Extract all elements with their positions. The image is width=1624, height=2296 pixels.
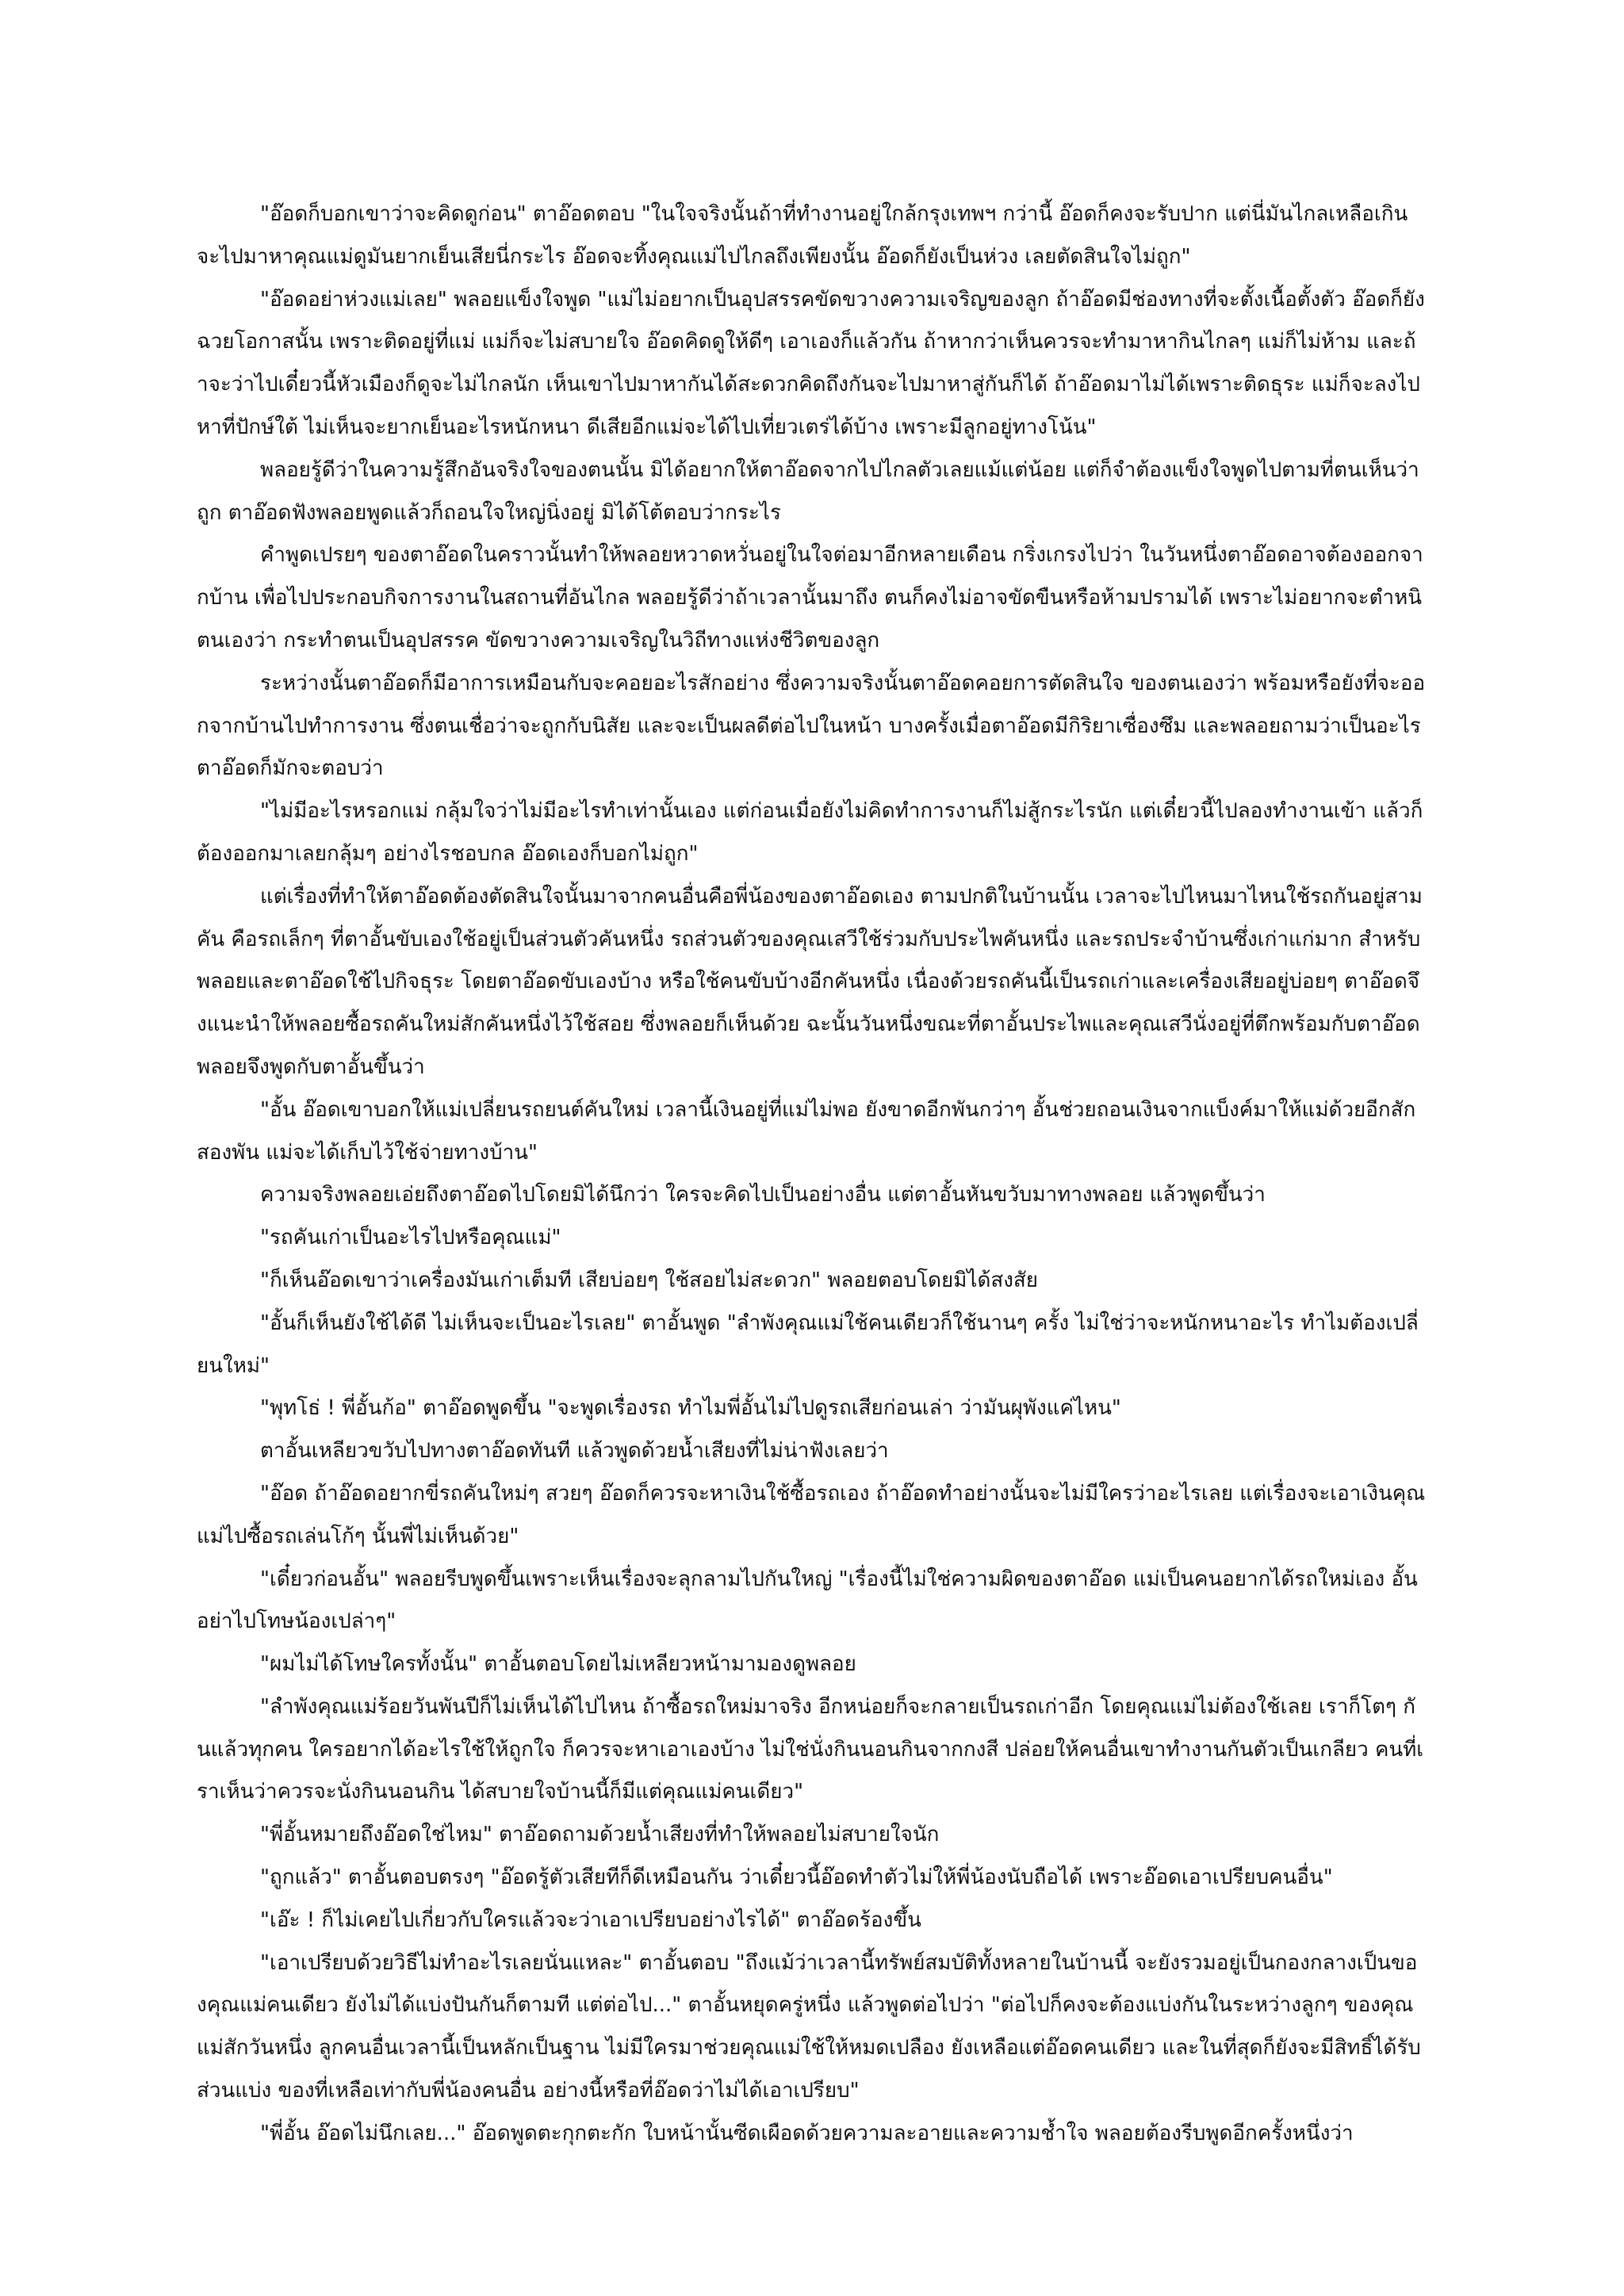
paragraph: "ลำพังคุณแม่ร้อยวันพันปีก็ไม่เห็นได้ไปไหน ถ้าซื้อรถใหม่มาจริง อีกหน่อยก็จะกลายเป็นรถเก่าอีก โดยคุณแม่ไม่ต้องใช้เลย เราก็โตๆ กันแล้วทุกคน ใครอยากได้อะไรใช้ให้ถูกใจ ก็ควรจะหาเอาเองบ้าง ไม่ใช่นั่งกินนอนกินจากกงสี ปล่อยให้คนอื่นเขาทำงานกันตัวเป็นเกลียว คนที่เราเห็นว่าควรจะนั่งกินนอนกิน ได้สบายใจบ้านนี้ก็มีแต่คุณแม่คนเดียว" (197, 1694, 1424, 1804)
paragraph: ระหว่างนั้นตาอ๊อดก็มีอาการเหมือนกับจะคอยอะไรสักอย่าง ซึ่งความจริงนั้นตาอ๊อดคอยการตัดสินใจ ของตนเองว่า พร้อมหรือยังที่จะออกจากบ้านไปทำการงาน ซึ่งตนเชื่อว่าจะถูกกับนิสัย และจะเป็นผลดีต่อไปในหน้า บางครั้งเมื่อตาอ๊อดมีกิริยาเซื่องซึม และพลอยถามว่าเป็นอะไร ตาอ๊อดก็มักจะตอบว่า (197, 671, 1426, 781)
paragraph: "เอาเปรียบด้วยวิธีไม่ทำอะไรเลยนั่นแหละ" ตาอั้นตอบ "ถึงแม้ว่าเวลานี้ทรัพย์สมบัติทั้งหลายในบ้านนี้ จะยังรวมอยู่เป็นกองกลางเป็นของคุณแม่คนเดียว ยังไม่ได้แบ่งปันกันก็ตามที แต่ต่อไป..." ตาอั้นหยุดครู่หนึ่ง แล้วพูดต่อไปว่า "ต่อไปก็คงจะต้องแบ่งกันในระหว่างลูกๆ ของคุณแม่สักวันหนึ่ง ลูกคนอื่นเวลานี้เป็นหลักเป็นฐาน ไม่มีใครมาช่วยคุณแม่ใช้ให้หมดเปลือง ยังเหลือแต่อ๊อดคนเดียว และในที่สุดก็ยังจะมีสิทธิ์ได้รับส่วนแบ่ง ของที่เหลือเท่ากับพี่น้องคนอื่น อย่างนี้หรือที่อ๊อดว่าไม่ได้เอาเปรียบ" (197, 1950, 1421, 2103)
paragraph: "อั้น อ๊อดเขาบอกให้แม่เปลี่ยนรถยนต์คันใหม่ เวลานี้เงินอยู่ที่แม่ไม่พอ ยังขาดอีกพันกว่าๆ อั้นช่วยถอนเงินจากแบ็งค์มาให้แม่ด้วยอีกสักสองพัน แม่จะได้เก็บไว้ใช้จ่ายทางบ้าน" (197, 1097, 1416, 1165)
paragraph: "อ๊อดอย่าห่วงแม่เลย" พลอยแข็งใจพูด "แม่ไม่อยากเป็นอุปสรรคขัดขวางความเจริญของลูก ถ้าอ๊อดมีช่องทางที่จะตั้งเนื้อตั้งตัว อ๊อดก็ยังฉวยโอกาสนั้น เพราะติดอยู่ที่แม่ แม่ก็จะไม่สบายใจ อ๊อดคิดดูให้ดีๆ เอาเองก็แล้วกัน ถ้าหากว่าเห็นควรจะทำมาหากินไกลๆ แม่ก็ไม่ห้าม และถ้าจะว่าไปเดี๋ยวนี้หัวเมืองก็ดูจะไม่ไกลนัก เห็นเขาไปมาหากันได้สะดวกคิดถึงกันจะไปมาหาสู่กันก็ได้ ถ้าอ๊อดมาไม่ได้เพราะติดธุระ แม่ก็จะลงไปหาที่ปักษ์ใต้ ไม่เห็นจะยากเย็นอะไรหนักหนา ดีเสียอีกแม่จะได้ไปเที่ยวเตร่ได้บ้าง เพราะมีลูกอยู่ทางโน้น" (197, 287, 1425, 439)
paragraph: คำพูดเปรยๆ ของตาอ๊อดในคราวนั้นทำให้พลอยหวาดหวั่นอยู่ในใจต่อมาอีกหลายเดือน กริ่งเกรงไปว่า ในวันหนึ่งตาอ๊อดอาจต้องออกจากบ้าน เพื่อไปประกอบกิจการงานในสถานที่อันไกล พลอยรู้ดีว่าถ้าเวลานั้นมาถึง ตนก็คงไม่อาจขัดขืนหรือห้ามปรามได้ เพราะไม่อยากจะตำหนิตนเองว่า กระทำตนเป็นอุปสรรค ขัดขวางความเจริญในวิถีทางแห่งชีวิตของลูก (197, 543, 1423, 652)
paragraph: "พี่อั้นหมายถึงอ๊อดใช่ไหม" ตาอ๊อดถามด้วยน้ำเสียงที่ทำให้พลอยไม่สบายใจนัก (260, 1823, 940, 1847)
paragraph: "พี่อั้น อ๊อดไม่นึกเลย..." อ๊อดพูดตะกุกตะกัก ใบหน้านั้นซีดเผือดด้วยความละอายและความช้ำใจ พลอยต้องรีบพูดอีกครั้งหนึ่งว่า (260, 2121, 1354, 2145)
paragraph: "ไม่มีอะไรหรอกแม่ กลุ้มใจว่าไม่มีอะไรทำเท่านั้นเอง แต่ก่อนเมื่อยังไม่คิดทำการงานก็ไม่สู้กระไรนัก แต่เดี๋ยวนี้ไปลองทำงานเข้า แล้วก็ต้องออกมาเลยกลุ้มๆ อย่างไรชอบกล อ๊อดเองก็บอกไม่ถูก" (197, 799, 1423, 866)
paragraph: แต่เรื่องที่ทำให้ตาอ๊อดต้องตัดสินใจนั้นมาจากคนอื่นคือพี่น้องของตาอ๊อดเอง ตามปกติในบ้านนั้น เวลาจะไปไหนมาไหนใช้รถกันอยู่สามคัน คือรถเล็กๆ ที่ตาอั้นขับเองใช้อยู่เป็นส่วนตัวคันหนึ่ง รถส่วนตัวของคุณเสวีใช้ร่วมกับประไพคันหนึ่ง และรถประจำบ้านซึ่งเก่าแก่มาก สำหรับพลอยและตาอ๊อดใช้ไปกิจธุระ โดยตาอ๊อดขับเองบ้าง หรือใช้คนขับบ้างอีกคันหนึ่ง เนื่องด้วยรถคันนี้เป็นรถเก่าและเครื่องเสียอยู่บ่อยๆ ตาอ๊อดจึงแนะนำให้พลอยซื้อรถคันใหม่สักคันหนึ่งไว้ใช้สอย ซึ่งพลอยก็เห็นด้วย ฉะนั้นวันหนึ่งขณะที่ตาอั้นประไพและคุณเสวีนั่งอยู่ที่ตึกพร้อมกับตาอ๊อด พลอยจึงพูดกับตาอั้นขึ้นว่า (197, 884, 1423, 1079)
paragraph: ตาอั้นเหลียวขวับไปทางตาอ๊อดทันที แล้วพูดด้วยน้ำเสียงที่ไม่น่าฟังเลยว่า (260, 1439, 889, 1464)
paragraph: "เดี๋ยวก่อนอั้น" พลอยรีบพูดขึ้นเพราะเห็นเรื่องจะลุกลามไปกันใหญ่ "เรื่องนี้ไม่ใช่ความผิดของตาอ๊อด แม่เป็นคนอยากได้รถใหม่เอง อั้นอย่าไปโทษน้องเปล่าๆ" (197, 1567, 1418, 1634)
paragraph: "รถคันเก่าเป็นอะไรไปหรือคุณแม่" (260, 1226, 561, 1250)
paragraph: พลอยรู้ดีว่าในความรู้สึกอันจริงใจของตนนั้น มิได้อยากให้ตาอ๊อดจากไปไกลตัวเลยแม้แต่น้อย แต่ก็จำต้องแข็งใจพูดไปตามที่ตนเห็นว่าถูก ตาอ๊อดฟังพลอยพูดแล้วก็ถอนใจใหญ่นิ่งอยู่ มิได้โต้ตอบว่ากระไร (197, 457, 1419, 525)
paragraph: "พุทโธ่ ! พี่อั้นก้อ" ตาอ๊อดพูดขึ้น "จะพูดเรื่องรถ ทำไมพี่อั้นไม่ไปดูรถเสียก่อนเล่า ว่ามันผุพังแค่ไหน" (260, 1396, 1121, 1421)
paragraph: "อั้นก็เห็นยังใช้ได้ดี ไม่เห็นจะเป็นอะไรเลย" ตาอั้นพูด "ลำพังคุณแม่ใช้คนเดียวก็ใช้นานๆ ครั้ง ไม่ใช่ว่าจะหนักหนาอะไร ทำไมต้องเปลี่ยนใหม่" (197, 1311, 1419, 1378)
paragraph: "ถูกแล้ว" ตาอั้นตอบตรงๆ "อ๊อดรู้ตัวเสียทีก็ดีเหมือนกัน ว่าเดี๋ยวนี้อ๊อดทำตัวไม่ให้พี่น้องนับถือได้ เพราะอ๊อดเอาเปรียบคนอื่น" (260, 1866, 1333, 1890)
paragraph: "ผมไม่ได้โทษใครทั้งนั้น" ตาอั้นตอบโดยไม่เหลียวหน้ามามองดูพลอย (260, 1652, 856, 1677)
paragraph: "ก็เห็นอ๊อดเขาว่าเครื่องมันเก่าเต็มที เสียบ่อยๆ ใช้สอยไม่สะดวก" พลอยตอบโดยมิได้สงสัย (260, 1268, 1038, 1292)
paragraph: "อ๊อดก็บอกเขาว่าจะคิดดูก่อน" ตาอ๊อดตอบ "ในใจจริงนั้นถ้าที่ทำงานอยู่ใกล้กรุงเทพฯ กว่านี้ อ๊อดก็คงจะรับปาก แต่นี่มันไกลเหลือเกิน จะไปมาหาคุณแม่ดูมันยากเย็นเสียนี่กระไร อ๊อดจะทิ้งคุณแม่ไปไกลถึงเพียงนั้น อ๊อดก็ยังเป็นห่วง เลยตัดสินใจไม่ถูก" (197, 202, 1408, 269)
paragraph: "เอ๊ะ ! ก็ไม่เคยไปเกี่ยวกับใครแล้วจะว่าเอาเปรียบอย่างไรได้" ตาอ๊อดร้องขึ้น (260, 1908, 921, 1932)
body-text (197, 193, 1426, 2156)
paragraph: ความจริงพลอยเอ่ยถึงตาอ๊อดไปโดยมิได้นึกว่า ใครจะคิดไปเป็นอย่างอื่น แต่ตาอั้นหันขวับมาทางพลอย แล้วพูดขึ้นว่า (260, 1183, 1266, 1207)
paragraph: "อ๊อด ถ้าอ๊อดอยากขี่รถคันใหม่ๆ สวยๆ อ๊อดก็ควรจะหาเงินใช้ซื้อรถเอง ถ้าอ๊อดทำอย่างนั้นจะไม่มีใครว่าอะไรเลย แต่เรื่องจะเอาเงินคุณแม่ไปซื้อรถเล่นโก้ๆ นั้นพี่ไม่เห็นด้วย" (197, 1481, 1426, 1548)
